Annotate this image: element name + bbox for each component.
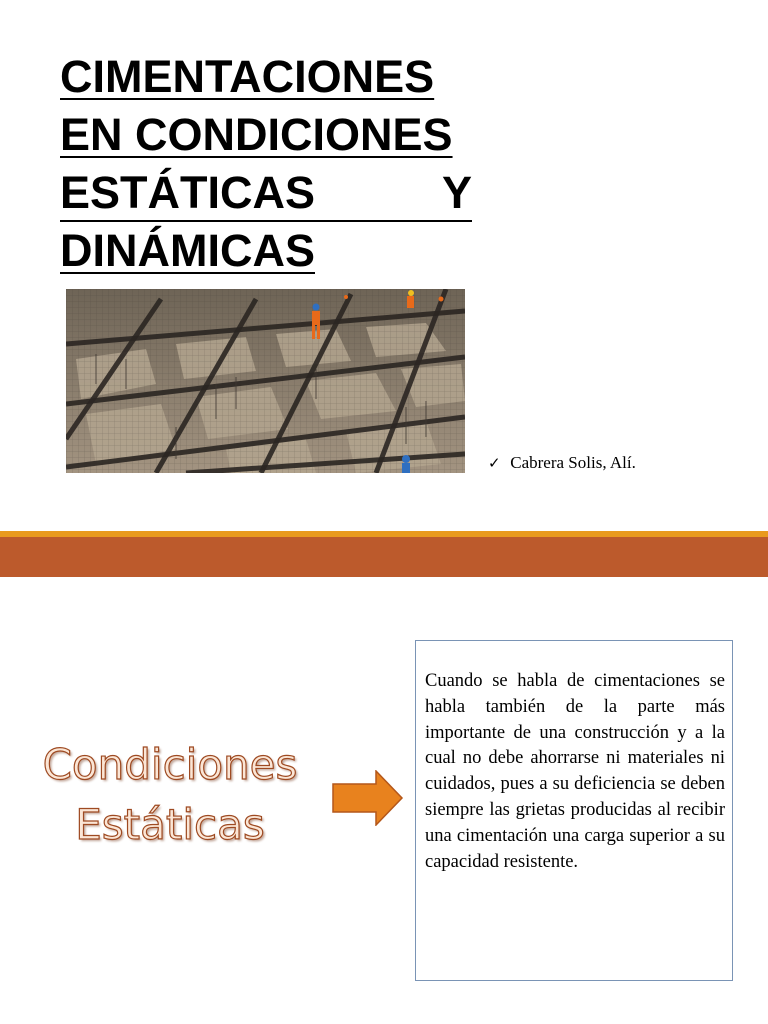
construction-photo xyxy=(66,289,465,473)
divider-band-rust xyxy=(0,537,768,577)
author-name: Cabrera Solis, Alí. xyxy=(510,453,636,472)
check-icon: ✓ xyxy=(488,456,501,472)
section-heading-line-1: Condiciones xyxy=(42,740,298,789)
section-heading xyxy=(20,735,320,855)
section-heading-line-2: Estáticas xyxy=(75,800,265,849)
title-line-4: DINÁMICAS xyxy=(60,225,315,276)
title-line-3b: Y xyxy=(441,167,472,218)
title-line-2: EN CONDICIONES xyxy=(60,109,453,160)
description-textbox: Cuando se habla de cimentaciones se habla también de la parte más importante de una construcción y a la cual no debe ahorrarse ni materiales ni cuidados, pues a su deficiencia se deben siempre las grietas producidas al recibir una cimentación una carga superior a su capacidad resistente. xyxy=(415,640,733,981)
rebar-grid-image xyxy=(66,289,465,473)
page-title xyxy=(60,48,472,280)
right-arrow-icon xyxy=(332,770,404,831)
title-line-1: CIMENTACIONES xyxy=(60,51,435,102)
author-line xyxy=(488,453,636,473)
title-line-3: ESTÁTICAS xyxy=(60,167,316,218)
